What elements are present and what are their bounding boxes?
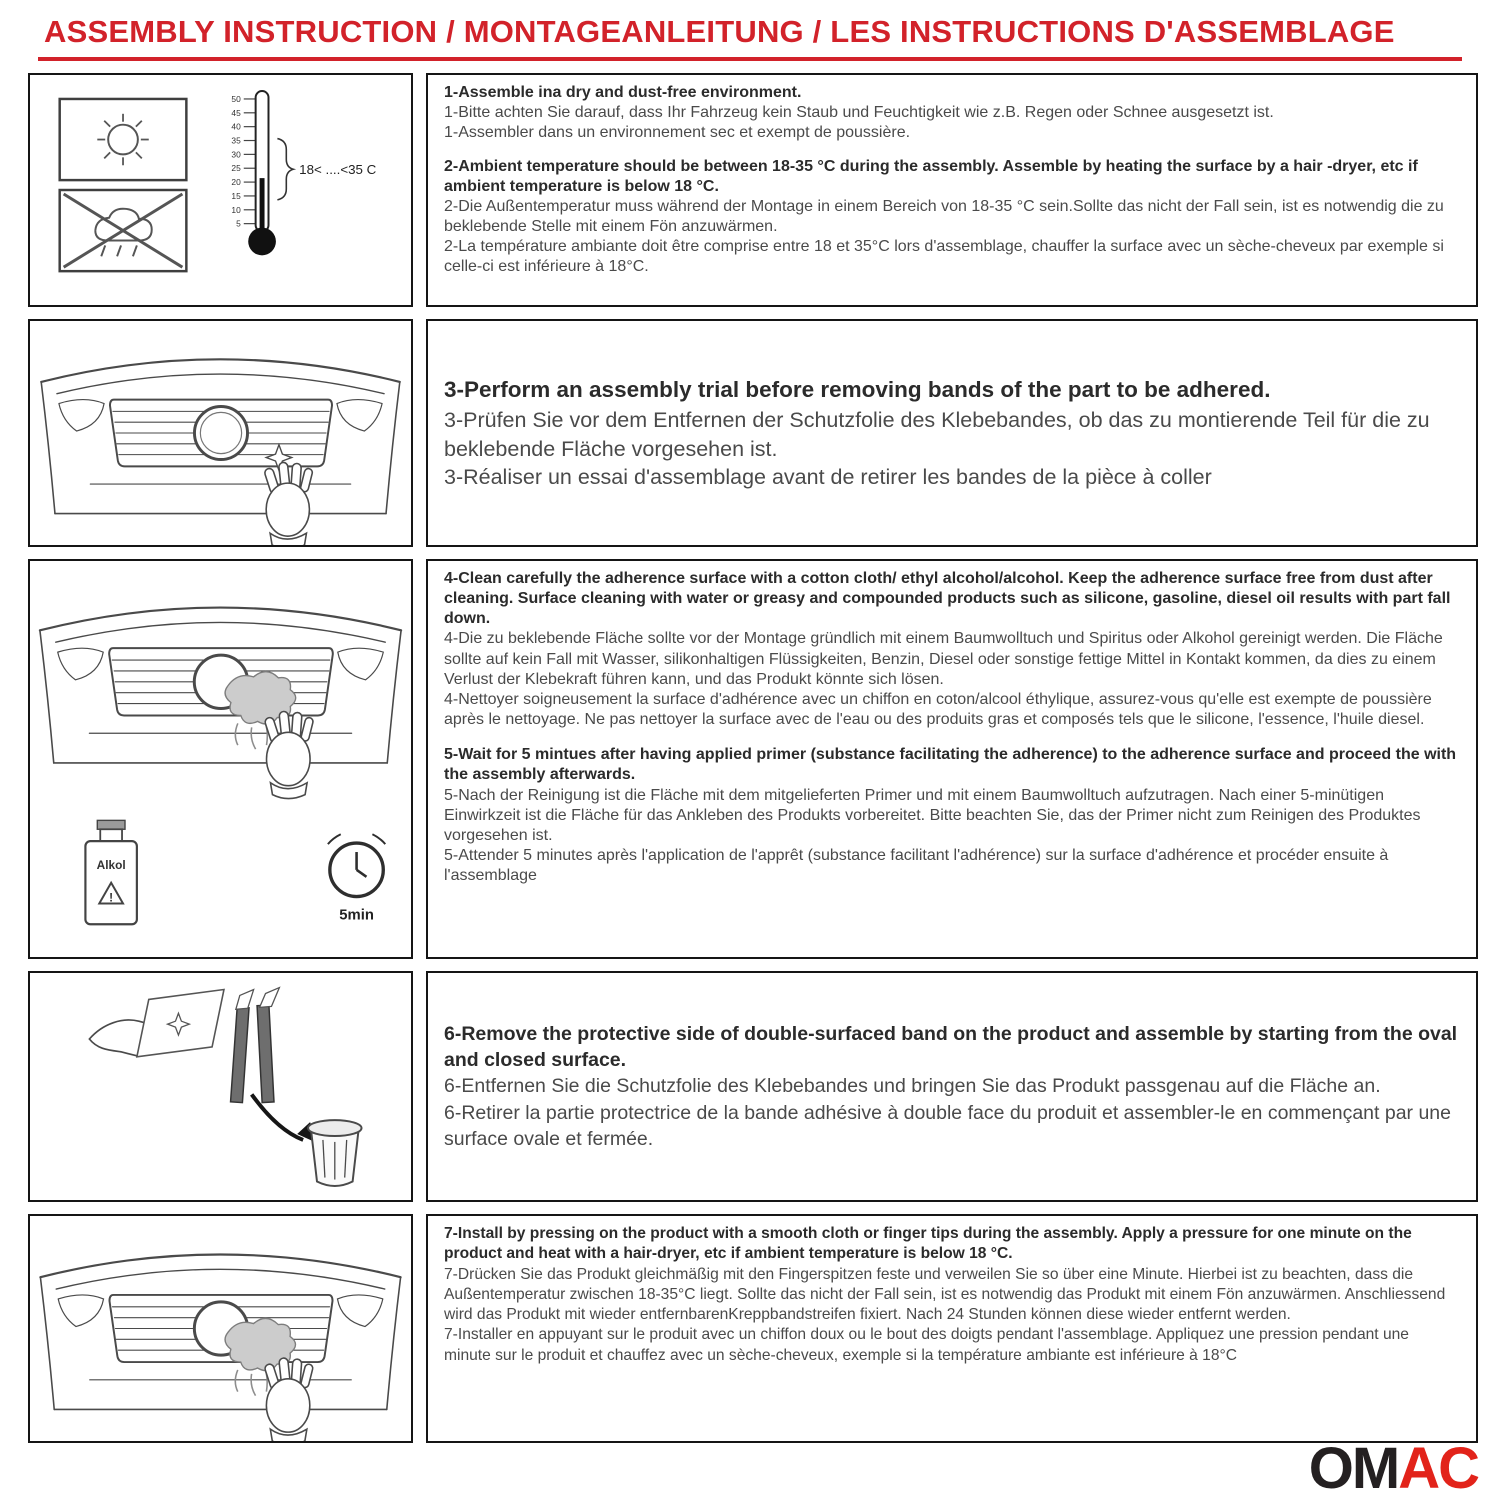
- section-clean-primer: [28, 559, 1478, 959]
- section-remove-band: [28, 971, 1478, 1202]
- emblem-circle: [194, 406, 247, 459]
- warning-mark: !: [109, 890, 114, 905]
- step2-de: 2-Die Außentemperatur muss während der Montage in einem Bereich von 18-35 °C sein.Sollte das nicht der Fall sein, ist es notwendig die zu beklebende Stelle mit einem Fön anzuwärmen.: [444, 198, 1444, 235]
- step2-fr: 2-La température ambiante doit être comprise entre 18 et 35°C lors d'assemblage, chauffer la surface avec un sèche-cheveux par exemple si celle-ci est inférieure à 18°C.: [444, 237, 1444, 275]
- step7-de: 7-Drücken Sie das Produkt gleichmäßig mit den Fingerspitzen feste und verweilen Sie so über eine Minute. Hierbei ist zu beachten, dass die Außentemperatur zwischen 18-35°C liegt. Sollte das nicht der Fall sein, ist es notwendig das Produkt mit einem Fön anzuwärmen. Anschliessend wird das Produkt mit wieder entfernbarenKreppbandstreifen fixiert. Nach 24 Stunden können diese wieder entfernt werden.: [444, 1265, 1446, 1324]
- section-environment-temperature: [28, 73, 1478, 307]
- header: [0, 0, 1500, 61]
- hand-icon: [264, 711, 314, 799]
- illustration-assembly-trial: [28, 319, 413, 547]
- scale-20: 20: [231, 177, 241, 188]
- title-underline: [38, 57, 1462, 61]
- sun-box: [60, 99, 187, 180]
- step7-en: 7-Install by pressing on the product with a smooth cloth or finger tips during the assembly. Apply a pressure for one minute on the product and heat with a hair-dryer, etc if ambient temperature is below 18 °C.: [444, 1225, 1412, 1263]
- omac-logo: [1308, 1436, 1478, 1500]
- environment-illustration: [30, 75, 411, 305]
- step1-en: 1-Assemble ina dry and dust-free environment.: [444, 84, 802, 101]
- scale-35: 35: [231, 135, 241, 146]
- scale-30: 30: [231, 149, 241, 160]
- logo-text-ac: AC: [1398, 1436, 1478, 1500]
- trash-can-icon: [308, 1120, 361, 1186]
- step2-en: 2-Ambient temperature should be between 18-35 °C during the assembly. Assemble by heating the surface by a hair -dryer, etc if ambient temperature is below 18 °C.: [444, 158, 1418, 196]
- car-grille-trial-illustration: [30, 321, 411, 545]
- illustration-remove-band: [28, 971, 413, 1202]
- step4-en: 4-Clean carefully the adherence surface with a cotton cloth/ ethyl alcohol/alcohol. Keep the adherence surface free from dust after cleaning. Surface cleaning with water or greasy and compounded products such as silicone, gasoline, diesel oil results with part fall down.: [444, 570, 1451, 628]
- scale-45: 45: [231, 107, 241, 118]
- instructions-7: [426, 1214, 1478, 1443]
- step5-de: 5-Nach der Reinigung ist die Fläche mit dem mitgelieferten Primer und mit einem Baumwolltuch aufzutragen. Nach einer 5-minütigen Einwirkzeit ist die Fläche für das Ankleben des Produkts vorbereitet. Bitte beachten Sie, das der Primer nicht zum Reinigen des Produktes vorgesehen ist.: [444, 786, 1421, 844]
- protective-film-icon: [137, 990, 224, 1057]
- alcohol-bottle-icon: [85, 820, 136, 924]
- scale-5: 5: [236, 218, 241, 229]
- instructions-3: [426, 319, 1478, 547]
- press-illustration: [30, 1216, 411, 1441]
- hand-icon: [264, 462, 313, 545]
- step3-en: 3-Perform an assembly trial before removing bands of the part to be adhered.: [444, 376, 1271, 402]
- page-title: ASSEMBLY INSTRUCTION / MONTAGEANLEITUNG / LES INSTRUCTIONS D'ASSEMBLAGE: [44, 14, 1395, 49]
- section-press-heat: [28, 1214, 1478, 1443]
- scale-15: 15: [231, 190, 241, 201]
- illustration-environment: [28, 73, 413, 307]
- no-rain-icon: [64, 194, 183, 267]
- scale-50: 50: [231, 93, 241, 104]
- step3-fr: 3-Réaliser un essai d'assemblage avant de retirer les bandes de la pièce à coller: [444, 465, 1212, 490]
- clock-label: 5min: [339, 907, 374, 924]
- section-assembly-trial: [28, 319, 1478, 547]
- step4-fr: 4-Nettoyer soigneusement la surface d'adhérence avec un chiffon en coton/alcool éthylique, assurez-vous qu'elle est exempte de poussière après le nettoyage. Ne pas nettoyer la surface avec de l'eau ou des produits gras et composés tels que le silicone, l'essence, l'huile diesel.: [444, 690, 1432, 729]
- step6-en: 6-Remove the protective side of double-surfaced band on the product and assemble by starting from the oval and closed surface.: [444, 1023, 1458, 1072]
- hand-icon: [264, 1358, 314, 1441]
- peel-band-illustration: [30, 973, 411, 1200]
- sun-icon: [97, 114, 148, 165]
- instructions-6: [426, 971, 1478, 1202]
- step5-en: 5-Wait for 5 mintues after having applied primer (substance facilitating the adherence) to the adherence surface and proceed the with the assembly afterwards.: [444, 746, 1457, 784]
- bottle-label: Alkol: [96, 857, 126, 872]
- adhesive-strips-icon: [231, 988, 280, 1103]
- step1-de: 1-Bitte achten Sie darauf, dass Ihr Fahrzeug kein Staub und Feuchtigkeit wie z.B. Regen oder Schnee ausgesetzt ist.: [444, 103, 1274, 121]
- thermometer-icon: [231, 91, 275, 255]
- instructions-4-5: [426, 559, 1478, 959]
- step7-fr: 7-Installer en appuyant sur le produit avec un chiffon doux ou le bout des doigts pendant l'assemblage. Appliquez une pression pendant une minute sur le produit et chauffez avec un sèche-cheveux, exemple si la température ambiante est inférieure à 18°C: [444, 1326, 1409, 1364]
- cleaning-illustration: [30, 561, 411, 957]
- step3-de: 3-Prüfen Sie vor dem Entfernen der Schutzfolie des Klebebandes, ob das zu montierende Teil für die zu beklebende Fläche vorgesehen ist.: [444, 408, 1430, 461]
- logo-text-om: OM: [1308, 1436, 1399, 1500]
- illustration-cleaning: [28, 559, 413, 959]
- step6-fr: 6-Retirer la partie protectrice de la bande adhésive à double face du produit et assembler-le en commençant par une surface ovale et fermée.: [444, 1101, 1452, 1150]
- step4-de: 4-Die zu beklebende Fläche sollte vor der Montage gründlich mit einem Baumwolltuch und Spiritus oder Alkohol gereinigt werden. Die Fläche sollte auf kein Fall mit Wasser, silikonhaltigen Flüssigkeiten, Benzin, Diesel oder sonstige fettige Mittel in Kontakt kommen, da dies zu einem Verlust der Klebekraft führen kann, und das Produkt könnte sich lösen.: [444, 630, 1443, 688]
- instructions-1-2: [426, 73, 1478, 307]
- scale-40: 40: [231, 121, 241, 132]
- illustration-press: [28, 1214, 413, 1443]
- temperature-range-label: 18< ....<35 C: [299, 162, 377, 178]
- step6-de: 6-Entfernen Sie die Schutzfolie des Klebebandes und bringen Sie das Produkt passgenau auf die Fläche an.: [444, 1075, 1381, 1098]
- scale-25: 25: [231, 163, 241, 174]
- step5-fr: 5-Attender 5 minutes après l'application de l'apprêt (substance facilitant l'adhérence) sur la surface d'adhérence et procéder ensuite à l'assemblage: [444, 847, 1389, 885]
- range-bracket: [277, 139, 293, 200]
- clock-icon: [328, 834, 385, 923]
- scale-10: 10: [231, 204, 241, 215]
- step1-fr: 1-Assembler dans un environnement sec et exempt de poussière.: [444, 123, 911, 141]
